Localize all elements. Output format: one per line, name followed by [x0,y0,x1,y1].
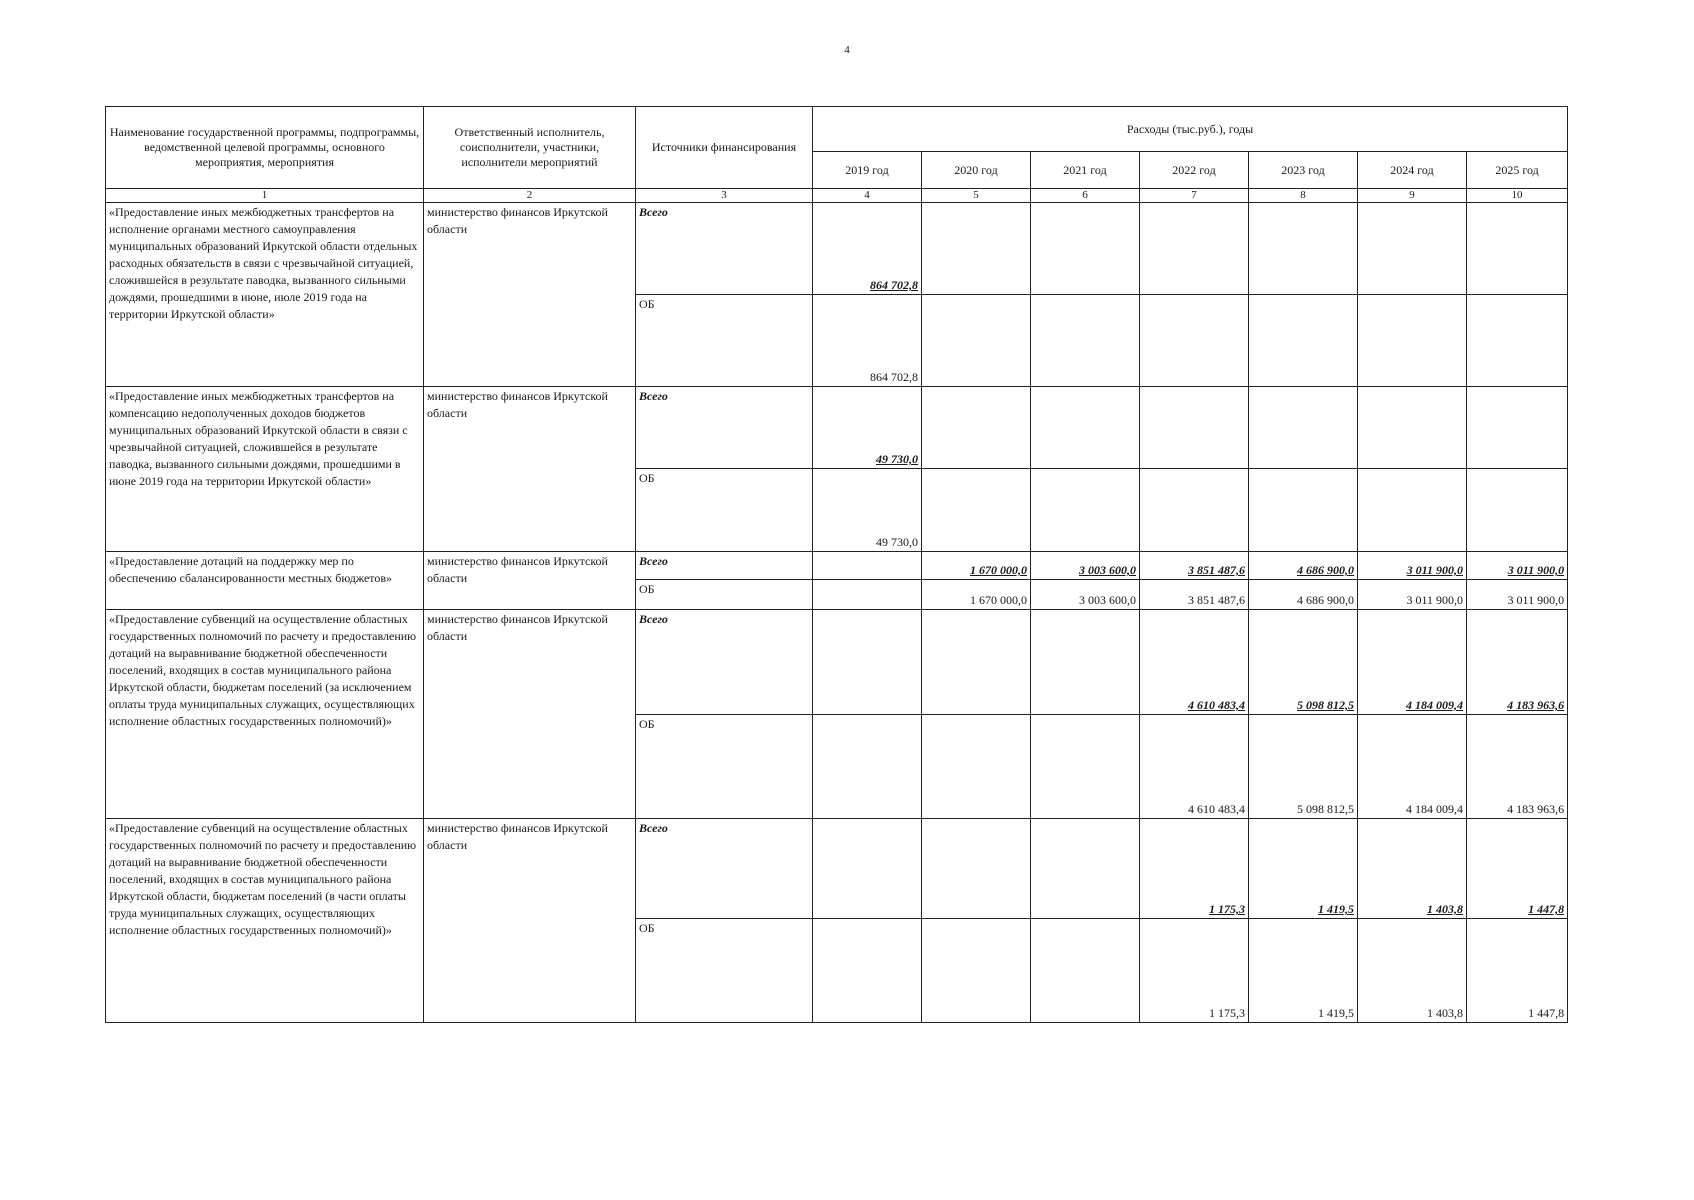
total-value [1031,203,1140,295]
total-value [922,610,1031,715]
measure-name: «Предоставление иных межбюджетных трансфертов на компенсацию недополученных доходов бюджетов муниципальных образований Иркутской области в связи с чрезвычайной ситуацией, сложившейся в результате паводка, вызванного сильными дождями, прошедшими в июне 2019 года на территории Иркутской области» [106,387,424,552]
table-row [106,610,1568,715]
ob-value: 4 184 009,4 [1358,715,1467,819]
total-value: 1 403,8 [1358,819,1467,919]
total-value: 3 011 900,0 [1467,552,1568,580]
total-value: 5 098 812,5 [1249,610,1358,715]
source-total-label: Всего [636,203,813,295]
total-value [1031,387,1140,469]
header-year: 2024 год [1358,152,1467,189]
header-year: 2019 год [813,152,922,189]
ob-value [1031,919,1140,1023]
table-row [106,203,1568,295]
total-value: 3 011 900,0 [1358,552,1467,580]
header-executor: Ответственный исполнитель, соисполнители, участники, исполнители мероприятий [424,107,636,189]
total-value: 1 447,8 [1467,819,1568,919]
total-value [1140,387,1249,469]
total-value [1140,203,1249,295]
column-number: 8 [1249,189,1358,203]
header-year: 2021 год [1031,152,1140,189]
ob-value [1467,295,1568,387]
column-number: 1 [106,189,424,203]
ob-value [1140,295,1249,387]
header-year: 2022 год [1140,152,1249,189]
total-value [1358,387,1467,469]
table-row [106,552,1568,580]
ob-value: 1 419,5 [1249,919,1358,1023]
header-year: 2023 год [1249,152,1358,189]
ob-value: 3 011 900,0 [1358,580,1467,610]
column-number: 6 [1031,189,1140,203]
ob-value: 1 403,8 [1358,919,1467,1023]
measure-name: «Предоставление субвенций на осуществление областных государственных полномочий по расчету и предоставлению дотаций на выравнивание бюджетной обеспеченности поселений, входящих в состав муниципального района Иркутской области, бюджетам поселений (за исключением оплаты труда муниципальных служащих, осуществляющих исполнение областных государственных полномочий)» [106,610,424,819]
column-number: 4 [813,189,922,203]
source-total-label: Всего [636,819,813,919]
executor-name: министерство финансов Иркутской области [424,387,636,552]
ob-value: 3 011 900,0 [1467,580,1568,610]
ob-value: 49 730,0 [813,469,922,552]
executor-name: министерство финансов Иркутской области [424,552,636,610]
total-value [1467,387,1568,469]
header-name: Наименование государственной программы, подпрограммы, ведомственной целевой программы, основного мероприятия, мероприятия [106,107,424,189]
ob-value [813,580,922,610]
ob-value [1031,715,1140,819]
total-value: 864 702,8 [813,203,922,295]
ob-value [922,715,1031,819]
source-ob-label: ОБ [636,919,813,1023]
total-value: 1 670 000,0 [922,552,1031,580]
column-number: 3 [636,189,813,203]
source-total-label: Всего [636,552,813,580]
ob-value [1031,469,1140,552]
ob-value [1467,469,1568,552]
source-ob-label: ОБ [636,580,813,610]
ob-value [813,919,922,1023]
source-total-label: Всего [636,387,813,469]
table-row [106,387,1568,469]
total-value: 4 686 900,0 [1249,552,1358,580]
ob-value [1358,295,1467,387]
ob-value: 1 175,3 [1140,919,1249,1023]
ob-value: 3 003 600,0 [1031,580,1140,610]
executor-name: министерство финансов Иркутской области [424,203,636,387]
total-value [813,610,922,715]
source-ob-label: ОБ [636,715,813,819]
page-number: 4 [844,44,850,56]
total-value: 3 851 487,6 [1140,552,1249,580]
ob-value: 4 183 963,6 [1467,715,1568,819]
total-value [1031,610,1140,715]
total-value: 4 184 009,4 [1358,610,1467,715]
total-value: 4 183 963,6 [1467,610,1568,715]
column-number: 9 [1358,189,1467,203]
ob-value: 864 702,8 [813,295,922,387]
ob-value [922,919,1031,1023]
column-number: 2 [424,189,636,203]
total-value [922,387,1031,469]
ob-value: 1 447,8 [1467,919,1568,1023]
ob-value: 3 851 487,6 [1140,580,1249,610]
ob-value [922,295,1031,387]
header-year: 2020 год [922,152,1031,189]
total-value: 1 175,3 [1140,819,1249,919]
ob-value [922,469,1031,552]
ob-value: 1 670 000,0 [922,580,1031,610]
header-source: Источники финансирования [636,107,813,189]
source-ob-label: ОБ [636,295,813,387]
total-value [813,819,922,919]
column-number: 10 [1467,189,1568,203]
total-value [813,552,922,580]
header-year: 2025 год [1467,152,1568,189]
total-value: 4 610 483,4 [1140,610,1249,715]
ob-value [813,715,922,819]
ob-value [1140,469,1249,552]
table-row [106,819,1568,919]
ob-value: 4 686 900,0 [1249,580,1358,610]
table-body [106,203,1568,1023]
header-expenses: Расходы (тыс.руб.), годы [813,107,1568,152]
total-value [1358,203,1467,295]
measure-name: «Предоставление дотаций на поддержку мер по обеспечению сбалансированности местных бюджетов» [106,552,424,610]
total-value: 3 003 600,0 [1031,552,1140,580]
total-value: 1 419,5 [1249,819,1358,919]
executor-name: министерство финансов Иркутской области [424,610,636,819]
column-number: 7 [1140,189,1249,203]
measure-name: «Предоставление иных межбюджетных трансфертов на исполнение органами местного самоуправления муниципальных образований Иркутской области отдельных расходных обязательств в связи с чрезвычайной ситуацией, сложившейся в результате паводка, вызванного сильными дождями, прошедшими в июне, июле 2019 года на территории Иркутской области» [106,203,424,387]
column-number: 5 [922,189,1031,203]
total-value: 49 730,0 [813,387,922,469]
total-value [922,819,1031,919]
total-value [1249,203,1358,295]
total-value [1031,819,1140,919]
table-header [106,107,1568,203]
source-ob-label: ОБ [636,469,813,552]
total-value [1249,387,1358,469]
measure-name: «Предоставление субвенций на осуществление областных государственных полномочий по расчету и предоставлению дотаций на выравнивание бюджетной обеспеченности поселений, входящих в состав муниципального района Иркутской области, бюджетам поселений (в части оплаты труда муниципальных служащих, осуществляющих исполнение областных государственных полномочий)» [106,819,424,1023]
budget-table [105,106,1568,1023]
total-value [1467,203,1568,295]
ob-value [1031,295,1140,387]
source-total-label: Всего [636,610,813,715]
ob-value [1358,469,1467,552]
ob-value [1249,295,1358,387]
ob-value: 4 610 483,4 [1140,715,1249,819]
executor-name: министерство финансов Иркутской области [424,819,636,1023]
ob-value [1249,469,1358,552]
ob-value: 5 098 812,5 [1249,715,1358,819]
total-value [922,203,1031,295]
